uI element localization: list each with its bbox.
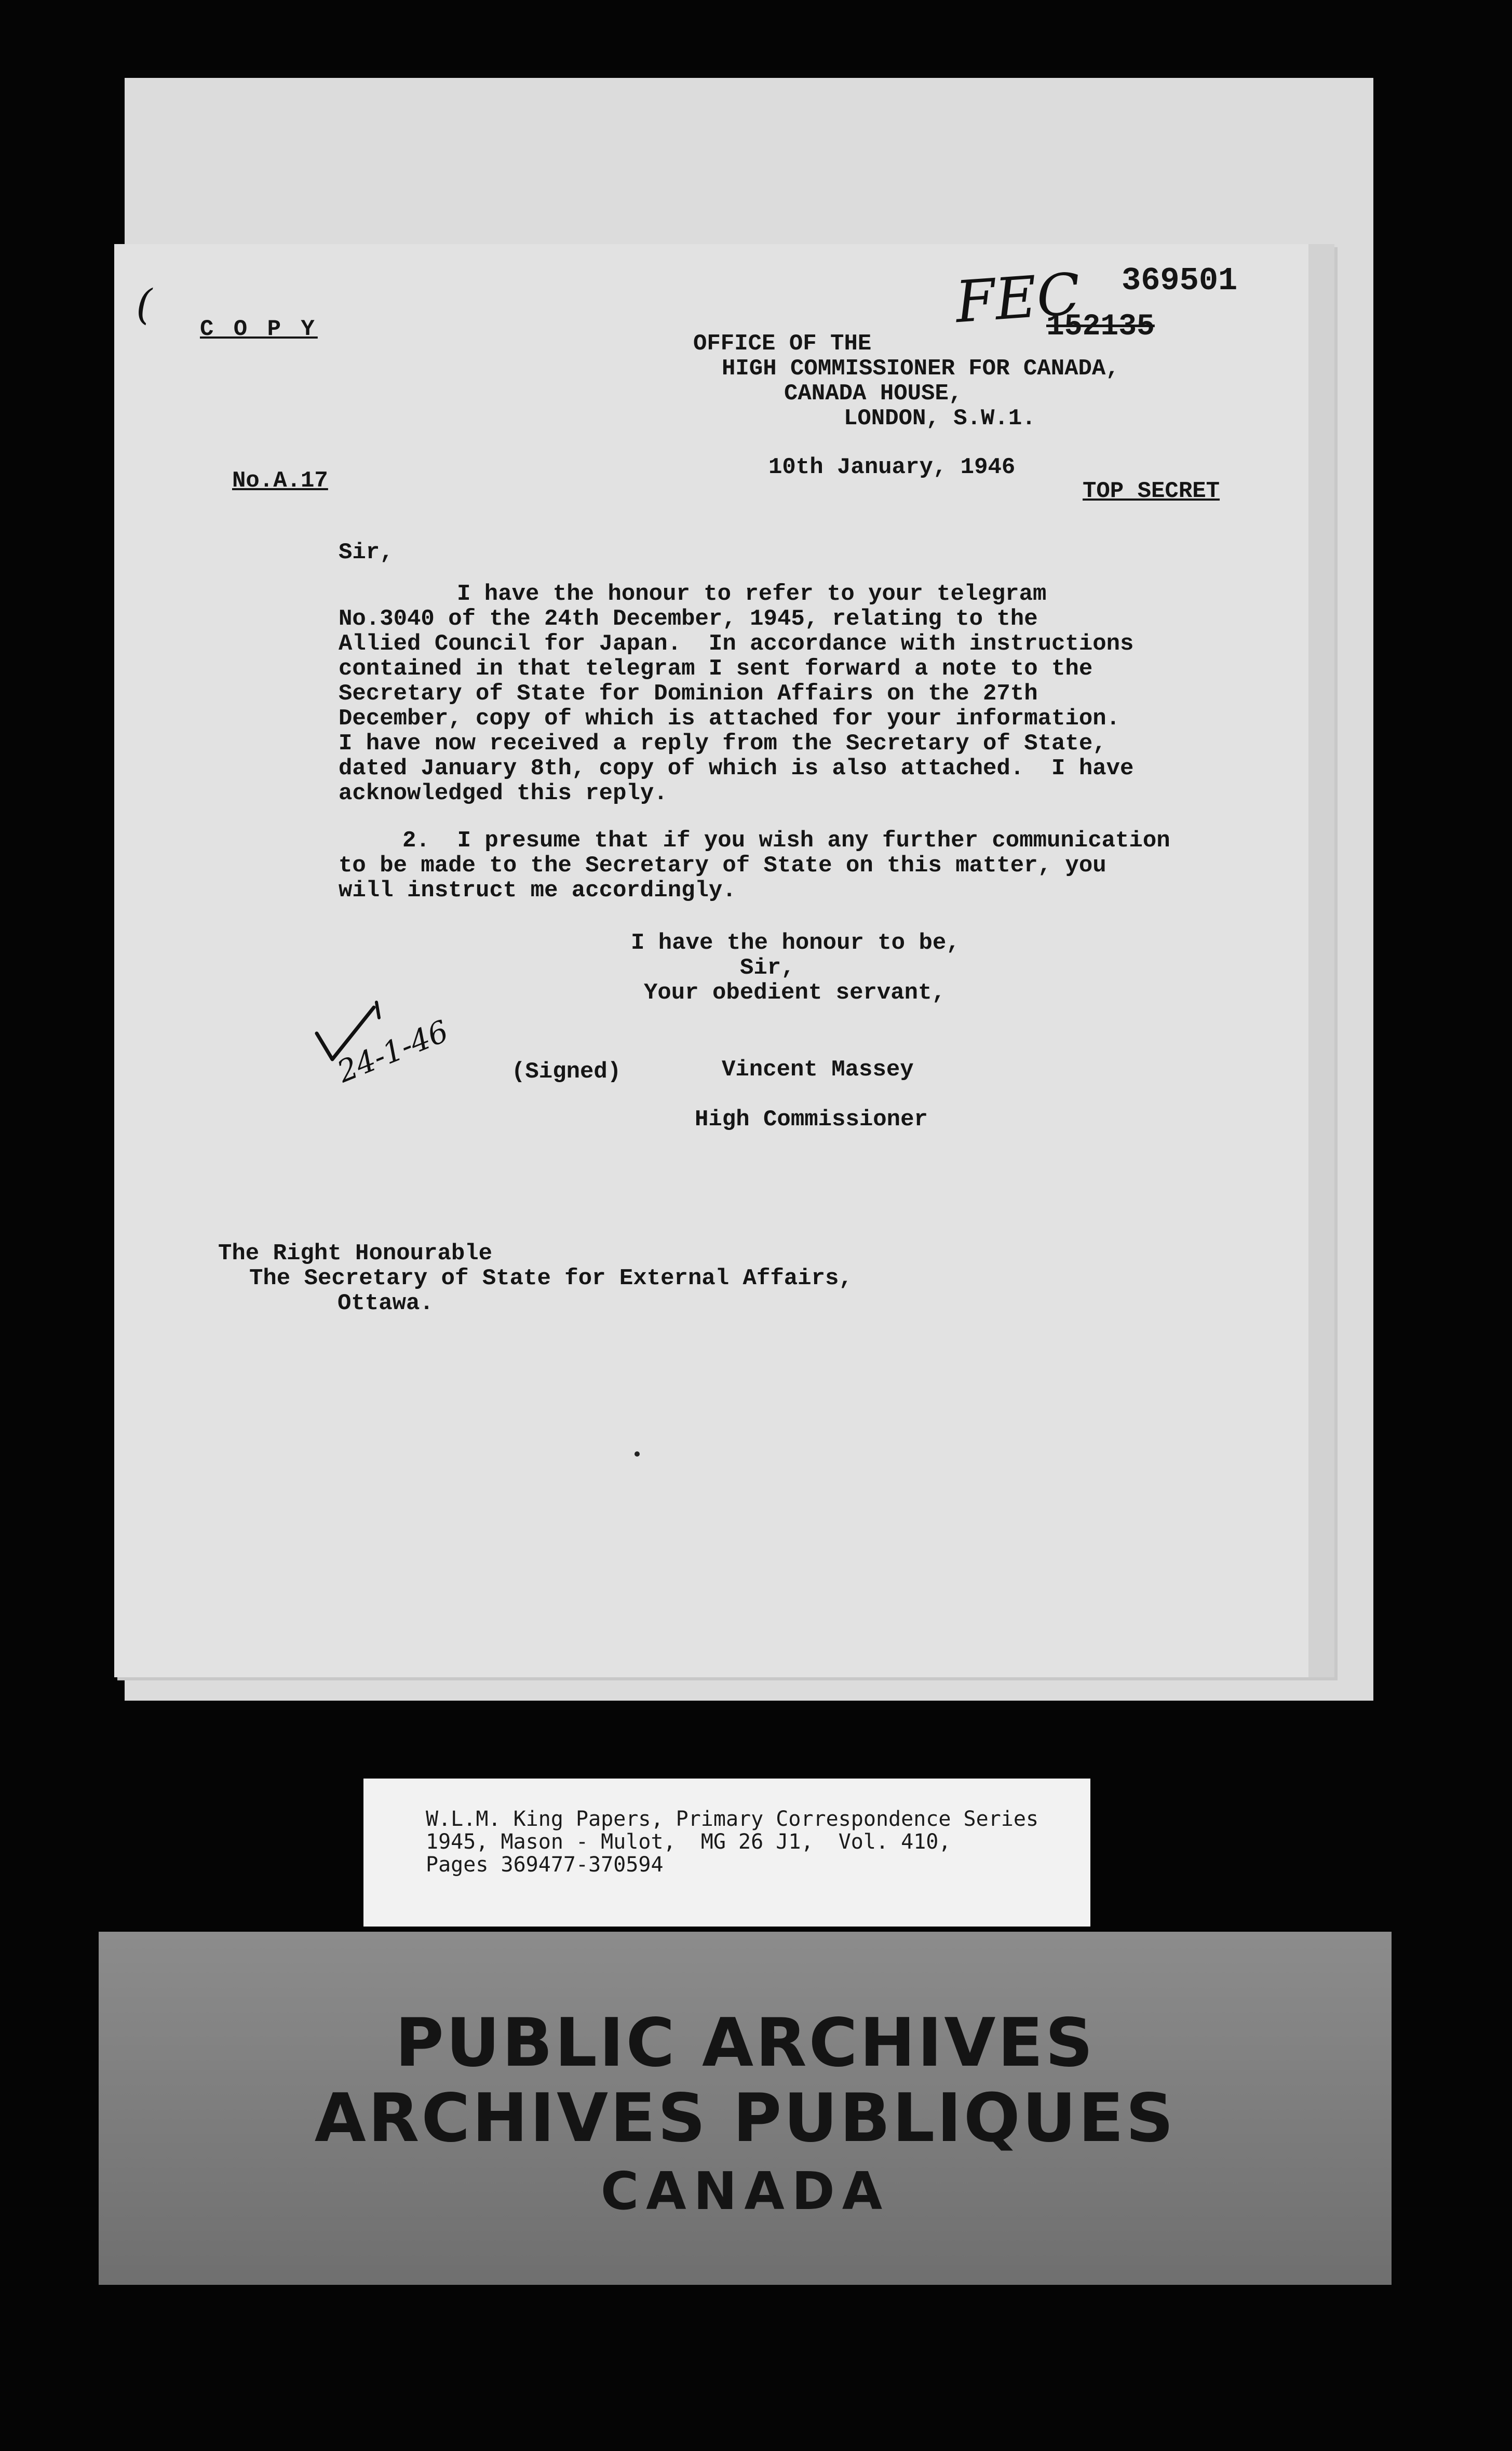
ink-dot <box>634 1451 640 1457</box>
para2-line-3: will instruct me accordingly. <box>339 878 736 904</box>
para1-line-6: December, copy of which is attached for your information. <box>339 706 1120 732</box>
closing-line-3: Your obedient servant, <box>644 980 946 1006</box>
letter-date: 10th January, 1946 <box>768 454 1016 480</box>
reference-line-3: Pages 369477-370594 <box>426 1853 664 1877</box>
stamp-line-3: CANADA <box>600 2161 890 2221</box>
page-number: 369501 <box>1122 262 1238 299</box>
copy-mark: C O P Y <box>200 316 318 342</box>
archives-stamp <box>99 1932 1392 2285</box>
para1-line-7: I have now received a reply from the Secretary of State, <box>339 731 1106 757</box>
addressee-line-2: The Secretary of State for External Affairs, <box>249 1265 853 1291</box>
sheet-edge <box>1308 244 1334 1677</box>
office-line-1: OFFICE OF THE <box>693 331 872 357</box>
reference-line-1: W.L.M. King Papers, Primary Correspondence Series <box>426 1807 1039 1831</box>
office-line-3: CANADA HOUSE, <box>784 381 963 407</box>
addressee-line-3: Ottawa. <box>338 1290 434 1316</box>
para1-line-4: contained in that telegram I sent forward a note to the <box>339 656 1093 682</box>
handwritten-date: 24-1-46 <box>332 1013 453 1090</box>
office-line-2: HIGH COMMISSIONER FOR CANADA, <box>722 356 1119 382</box>
addressee-line-1: The Right Honourable <box>218 1241 493 1267</box>
para1-line-9: acknowledged this reply. <box>339 780 668 806</box>
signed-mark: (Signed) <box>511 1059 622 1085</box>
para2-line-1: 2. I presume that if you wish any further communication <box>402 828 1170 854</box>
handwritten-file-code: FEC <box>953 260 1083 336</box>
classification: TOP SECRET <box>1083 478 1220 504</box>
signatory-title: High Commissioner <box>695 1107 928 1133</box>
archive-reference-label <box>363 1779 1090 1927</box>
reference-number: No.A.17 <box>232 468 328 494</box>
salutation: Sir, <box>339 540 394 565</box>
para1-line-5: Secretary of State for Dominion Affairs on the 27th <box>339 681 1038 707</box>
handwritten-corner-mark: ( <box>136 280 153 329</box>
para1-line-2: No.3040 of the 24th December, 1945, relating to the <box>339 606 1038 632</box>
para2-line-2: to be made to the Secretary of State on this matter, you <box>339 853 1106 879</box>
struck-number: 152135 <box>1046 310 1155 344</box>
stamp-line-1: PUBLIC ARCHIVES <box>395 2004 1095 2082</box>
reference-line-2: 1945, Mason - Mulot, MG 26 J1, Vol. 410, <box>426 1830 951 1854</box>
closing-line-1: I have the honour to be, <box>631 930 960 956</box>
closing-line-2: Sir, <box>740 955 795 981</box>
para1-line-1: I have the honour to refer to your telegram <box>457 581 1047 607</box>
letter-sheet <box>114 244 1334 1677</box>
para1-line-8: dated January 8th, copy of which is also attached. I have <box>339 756 1134 782</box>
stamp-line-2: ARCHIVES PUBLIQUES <box>314 2080 1176 2157</box>
office-line-4: LONDON, S.W.1. <box>844 406 1036 432</box>
signatory-name: Vincent Massey <box>722 1057 914 1083</box>
para1-line-3: Allied Council for Japan. In accordance with instructions <box>339 631 1134 657</box>
